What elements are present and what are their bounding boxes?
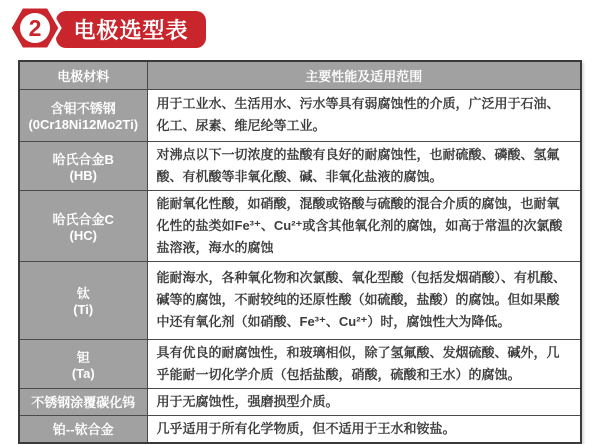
description-cell: 几乎适用于所有化学物质，但不适用于王水和铵盐。 bbox=[147, 415, 581, 443]
material-line: 哈氏合金C bbox=[52, 211, 114, 227]
description-cell: 用于工业水、生活用水、污水等具有弱腐蚀性的介质，广泛用于石油、化工、尿素、维尼纶等工业。 bbox=[147, 89, 581, 141]
material-line: 钛 bbox=[76, 286, 90, 301]
description-cell: 具有优良的耐腐蚀性，和玻璃相似，除了氢氟酸、发烟硫酸、碱外，几乎能耐一切化学介质（包括盐酸，硝酸，硫酸和王水）的腐蚀。 bbox=[147, 339, 581, 388]
material-line: (HB) bbox=[69, 167, 97, 183]
material-line: 钽 bbox=[76, 349, 90, 365]
material-line: (HC) bbox=[69, 227, 97, 243]
description-cell: 对沸点以下一切浓度的盐酸有良好的耐腐蚀性，也耐硫酸、磷酸、氢氟酸、有机酸等非氧化酸、碱、非氧化盐液的腐蚀。 bbox=[147, 141, 581, 190]
material-line: 哈氏合金B bbox=[52, 151, 114, 167]
material-cell bbox=[19, 415, 147, 443]
table-row bbox=[19, 339, 581, 388]
material-line: (Ta) bbox=[71, 365, 95, 381]
material-line: (0Cr18Ni12Mo2Ti) bbox=[28, 117, 139, 132]
table-row bbox=[19, 141, 581, 190]
electrode-selection-table bbox=[18, 60, 582, 444]
table-row bbox=[19, 190, 581, 261]
table-body bbox=[19, 89, 581, 443]
page-title: 电极选型表 bbox=[56, 11, 206, 48]
material-cell bbox=[19, 339, 147, 388]
table-row bbox=[19, 89, 581, 141]
badge-number: 2 bbox=[28, 15, 42, 41]
description-cell: 能耐海水，各种氧化物和次氯酸、氧化型酸（包括发烟硝酸）、有机酸、碱等的腐蚀，不耐较纯的还原性酸（如硫酸，盐酸）的腐蚀。但如果酸中还有氧化剂（如硝酸、Fe³⁺、Cu²⁺）时，腐蚀性大为降低。 bbox=[147, 261, 581, 339]
table-row bbox=[19, 415, 581, 443]
number-badge-hexagon-icon bbox=[8, 4, 62, 52]
material-line: 含钼不锈钢 bbox=[50, 101, 116, 116]
table-row bbox=[19, 388, 581, 415]
header-banner bbox=[0, 0, 600, 60]
material-cell bbox=[19, 190, 147, 261]
material-line: (Ti) bbox=[73, 302, 94, 317]
description-cell: 能耐氧化性酸，如硝酸，混酸或铬酸与硫酸的混合介质的腐蚀，也耐氧化性的盐类如Fe³⁺、Cu²⁺或含其他氧化剂的腐蚀，如高于常温的次氯酸盐溶液，海水的腐蚀 bbox=[147, 190, 581, 261]
table-header-row bbox=[19, 61, 581, 89]
material-cell bbox=[19, 89, 147, 141]
material-cell bbox=[19, 141, 147, 190]
table-row bbox=[19, 261, 581, 339]
material-line: 不锈钢涂覆碳化钨 bbox=[31, 395, 136, 410]
description-cell: 用于无腐蚀性，强磨损型介质。 bbox=[147, 388, 581, 415]
material-cell bbox=[19, 388, 147, 415]
material-cell bbox=[19, 261, 147, 339]
column-header-material: 电极材料 bbox=[19, 61, 147, 89]
column-header-performance: 主要性能及适用范围 bbox=[147, 61, 581, 89]
material-line: 铂--铱合金 bbox=[52, 422, 114, 437]
